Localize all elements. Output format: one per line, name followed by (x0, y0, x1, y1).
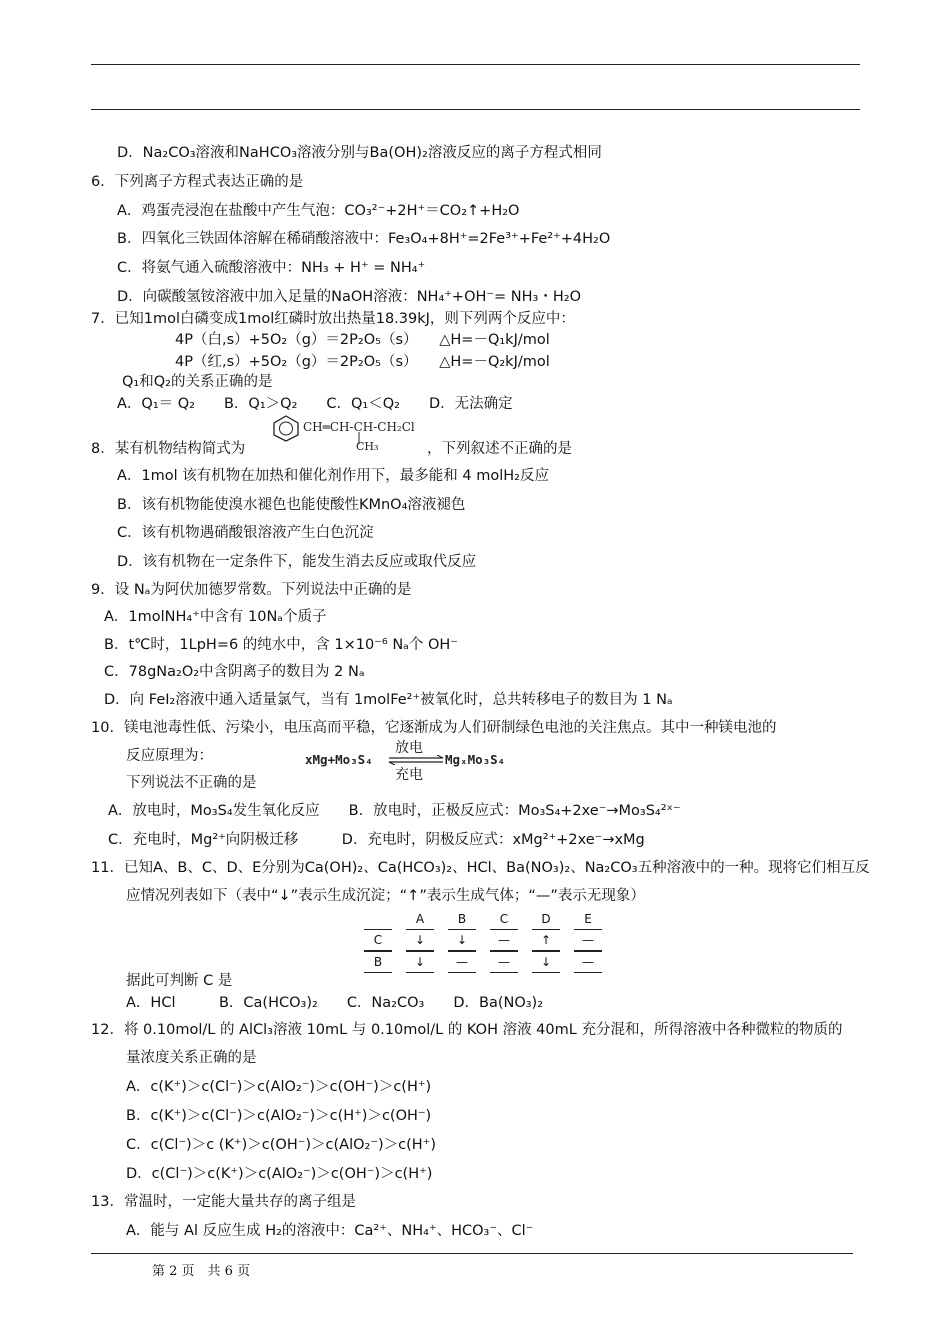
reaction-table (350, 909, 616, 973)
header-rule-top (91, 64, 860, 65)
q9-option-c: C．78gNa₂O₂中含阴离子的数目为 2 Nₐ (104, 664, 365, 680)
q8-stem: 8．某有机物结构简式为 (91, 441, 246, 457)
table-header-cell: D (541, 912, 551, 926)
table-header-cell: A (415, 912, 425, 926)
q10-stem: 10．镁电池毒性低、污染小，电压高而平稳，它逐渐成为人们研制绿色电池的关注焦点。其中一种镁电池的 (91, 720, 777, 736)
q9-option-b: B．t℃时，1LpH=6 的纯水中，含 1×10⁻⁶ Nₐ个 OH⁻ (104, 637, 458, 653)
q12-stem: 12．将 0.10mol/L 的 AlCl₃溶液 10mL 与 0.10mol/L 的 KOH 溶液 40mL 充分混和，所得溶液中各种微粒的物质的 (91, 1022, 843, 1038)
q6-option-c: C．将氨气通入硫酸溶液中：NH₃ + H⁺ = NH₄⁺ (117, 260, 426, 276)
q10-stem-3: 下列说法不正确的是 (126, 775, 257, 791)
table-cell: — (574, 951, 602, 973)
table-cell: — (574, 929, 602, 951)
table-header-cell (364, 909, 392, 929)
reaction-charge-label: 充电 (395, 767, 423, 783)
q8-option-b: B．该有机物能使溴水褪色也能使酸性KMnO₄溶液褪色 (117, 497, 466, 513)
q11-stem-3: 据此可判断 C 是 (126, 973, 233, 989)
q8-option-c: C．该有机物遇硝酸银溶液产生白色沉淀 (117, 525, 374, 541)
table-cell: C (364, 929, 392, 951)
q13-option-a: A．能与 Al 反应生成 H₂的溶液中：Ca²⁺、NH₄⁺、HCO₃⁻、Cl⁻ (126, 1223, 534, 1239)
table-cell: ↓ (532, 951, 560, 973)
table-row (364, 951, 602, 973)
q7-options: A．Q₁＝ Q₂ B．Q₁＞Q₂ C．Q₁＜Q₂ D．无法确定 (117, 396, 513, 412)
q12-option-b: B．c(K⁺)＞c(Cl⁻)＞c(AlO₂⁻)＞c(H⁺)＞c(OH⁻) (126, 1108, 432, 1124)
q7-stem: 7．已知1mol白磷变成1mol红磷时放出热量18.39kJ，则下列两个反应中： (91, 311, 575, 327)
header-rule-bottom (91, 109, 860, 110)
q8-option-d: D．该有机物在一定条件下，能发生消去反应或取代反应 (117, 554, 477, 570)
reaction-left: xMg+Mo₃S₄ (305, 752, 373, 767)
page-number: 第 2 页 共 6 页 (152, 1264, 251, 1279)
table-cell: B (364, 951, 392, 973)
reaction-discharge-label: 放电 (395, 740, 423, 756)
q7-reaction-1: 4P（白,s）+5O₂（g）＝2P₂O₅（s） △H=－Q₁kJ/mol (175, 332, 550, 348)
q6-option-a: A．鸡蛋壳浸泡在盐酸中产生气泡：CO₃²⁻+2H⁺＝CO₂↑+H₂O (117, 203, 520, 219)
q12-option-d: D．c(Cl⁻)＞c(K⁺)＞c(AlO₂⁻)＞c(OH⁻)＞c(H⁺) (126, 1166, 433, 1182)
q11-options: A．HCl B．Ca(HCO₃)₂ C．Na₂CO₃ D．Ba(NO₃)₂ (126, 995, 544, 1011)
q10-options-ab: A．放电时，Mo₃S₄发生氧化反应 B．放电时，正极反应式：Mo₃S₄+2xe⁻→Mo₃S₄²ˣ⁻ (108, 803, 681, 819)
table-cell: ↓ (406, 929, 434, 951)
table-row (364, 929, 602, 951)
q13-stem: 13．常温时，一定能大量共存的离子组是 (91, 1194, 356, 1210)
battery-reaction-equation (305, 740, 525, 784)
q6-stem: 6．下列离子方程式表达正确的是 (91, 174, 304, 190)
table-cell: ↓ (406, 951, 434, 973)
q9-option-d: D．向 FeI₂溶液中通入适量氯气，当有 1molFe²⁺被氧化时，总共转移电子的数目为 1 Nₐ (104, 692, 673, 708)
q6-option-b: B．四氧化三铁固体溶解在稀硝酸溶液中：Fe₃O₄+8H⁺=2Fe³⁺+Fe²⁺+4H₂O (117, 231, 611, 247)
q7-reaction-2: 4P（红,s）+5O₂（g）＝2P₂O₅（s） △H=－Q₂kJ/mol (175, 354, 550, 370)
q9-option-a: A．1molNH₄⁺中含有 10Nₐ个质子 (104, 609, 327, 625)
q7-sub-stem: Q₁和Q₂的关系正确的是 (122, 374, 273, 390)
table-cell: — (490, 951, 518, 973)
reaction-right: MgₓMo₃S₄ (445, 752, 506, 767)
q11-stem: 11．已知A、B、C、D、E分别为Ca(OH)₂、Ca(HCO₃)₂、HCl、Ba(NO₃)₂、Na₂CO₃五种溶液中的一种。现将它们相互反 (91, 860, 870, 876)
q10-options-cd: C．充电时，Mg²⁺向阴极迁移 D．充电时，阴极反应式：xMg²⁺+2xe⁻→xMg (108, 832, 645, 848)
q8-option-a: A．1mol 该有机物在加热和催化剂作用下，最多能和 4 molH₂反应 (117, 468, 549, 484)
table-header-cell: E (584, 912, 592, 926)
table-header-cell: C (499, 912, 509, 926)
q6-option-d: D．向碳酸氢铵溶液中加入足量的NaOH溶液：NH₄⁺+OH⁻= NH₃・H₂O (117, 289, 581, 305)
q8-stem-tail: ，下列叙述不正确的是 (427, 441, 572, 457)
q10-stem-2: 反应原理为： (126, 748, 213, 764)
table-cell: ↑ (532, 929, 560, 951)
table-cell: ↓ (448, 929, 476, 951)
table-cell: — (490, 929, 518, 951)
structure-branch: CH₃ (356, 440, 379, 453)
organic-structure-formula (270, 414, 420, 454)
q11-stem-2: 应情况列表如下（表中“↓”表示生成沉淀；“↑”表示生成气体；“—”表示无现象） (126, 888, 645, 904)
q12-stem-2: 量浓度关系正确的是 (126, 1050, 257, 1066)
structure-branch-bond: | (357, 430, 362, 444)
table-cell: — (448, 951, 476, 973)
q5-option-d: D．Na₂CO₃溶液和NaHCO₃溶液分别与Ba(OH)₂溶液反应的离子方程式相同 (117, 145, 602, 161)
structure-chain: CH═CH-CH-CH₂Cl (303, 420, 415, 434)
table-header-cell: B (457, 912, 467, 926)
benzene-ring-icon (270, 414, 302, 442)
footer-rule (91, 1253, 853, 1254)
q9-stem: 9．设 Nₐ为阿伏加德罗常数。下列说法中正确的是 (91, 582, 412, 598)
q12-option-a: A．c(K⁺)＞c(Cl⁻)＞c(AlO₂⁻)＞c(OH⁻)＞c(H⁺) (126, 1079, 432, 1095)
q12-option-c: C．c(Cl⁻)＞c (K⁺)＞c(OH⁻)＞c(AlO₂⁻)＞c(H⁺) (126, 1137, 436, 1153)
